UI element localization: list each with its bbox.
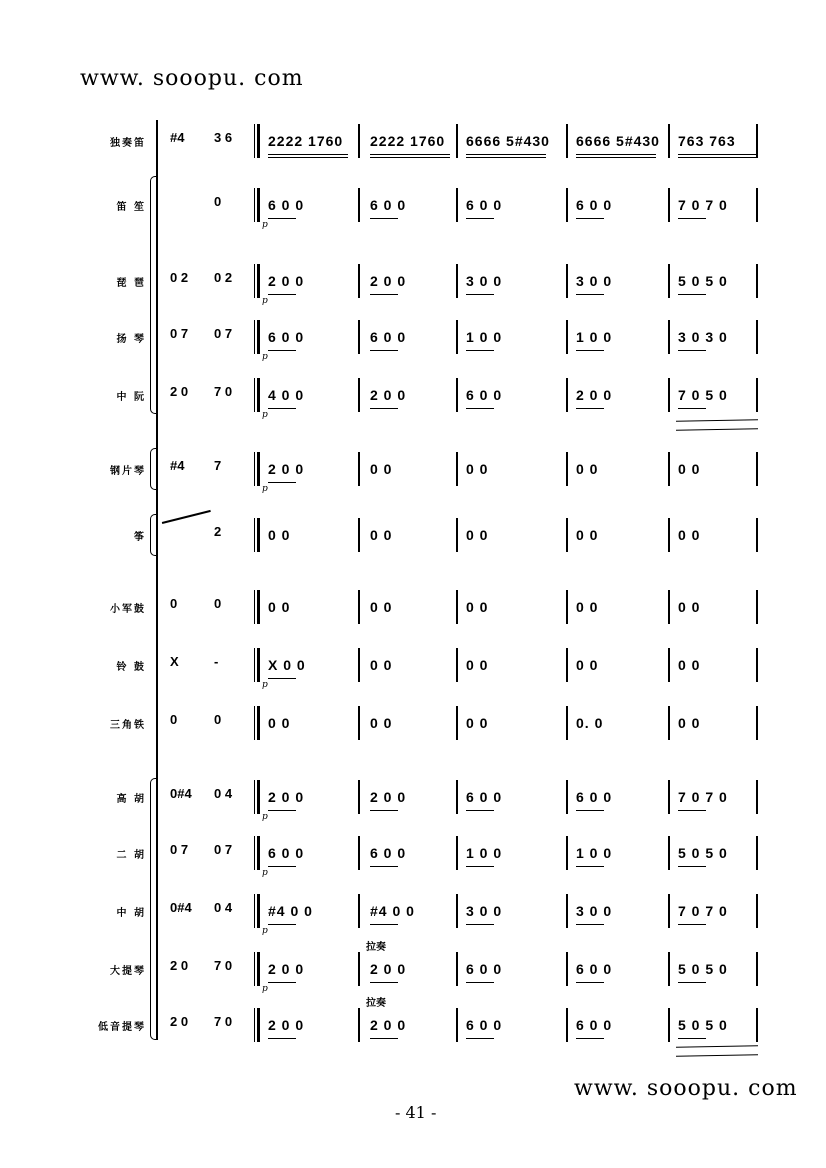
- measure: 3 0 3 0: [678, 329, 728, 345]
- beam-line: [268, 408, 296, 409]
- barline: [456, 188, 458, 222]
- measure: 6 0 0: [268, 845, 305, 861]
- measure: 5 0 5 0: [678, 273, 728, 289]
- measure: 0 0: [466, 715, 489, 731]
- pickup-note-1: 0: [170, 712, 178, 727]
- beam-line: [370, 408, 398, 409]
- barline: [566, 452, 568, 486]
- barline: [456, 124, 458, 158]
- barline: [456, 836, 458, 870]
- barline: [456, 320, 458, 354]
- pickup-note-1: 0 2: [170, 270, 189, 285]
- barline: [456, 264, 458, 298]
- instrument-label: 钢片琴: [110, 466, 146, 477]
- measure: 6 0 0: [466, 961, 503, 977]
- pickup-note-2: 2: [214, 524, 222, 539]
- measure: 0 0: [678, 715, 701, 731]
- beam-line: [466, 408, 494, 409]
- beam-line: [268, 810, 296, 811]
- barline: [566, 894, 568, 928]
- measure: 0 0: [370, 715, 393, 731]
- pickup-note-2: 0 7: [214, 842, 233, 857]
- barline: [668, 648, 670, 682]
- measure: 0 0: [370, 461, 393, 477]
- barline: [566, 706, 568, 740]
- beam-line: [370, 982, 398, 983]
- measure: 0 0: [268, 599, 291, 615]
- beam-line: [678, 982, 706, 983]
- measure: 0 0: [576, 657, 599, 673]
- beam-line: [466, 1038, 494, 1039]
- barline: [456, 378, 458, 412]
- double-barline: [254, 836, 260, 870]
- pickup-note-2: 0 4: [214, 900, 233, 915]
- beam-line: [370, 1038, 398, 1039]
- measure: 7 0 7 0: [678, 903, 728, 919]
- barline: [358, 1008, 360, 1042]
- barline: [566, 836, 568, 870]
- pickup-note-2: 0: [214, 596, 222, 611]
- instrument-label: 大提琴: [110, 966, 146, 977]
- beam-line: [370, 154, 450, 155]
- barline: [566, 378, 568, 412]
- beam-line: [576, 218, 604, 219]
- beam-line: [678, 408, 706, 409]
- instrument-label: 二 胡: [116, 850, 146, 861]
- measure: 1 0 0: [576, 845, 613, 861]
- barline: [668, 590, 670, 624]
- beam-line: [576, 294, 604, 295]
- beam-line: [370, 157, 450, 158]
- beam-line: [678, 218, 706, 219]
- beam-line: [466, 350, 494, 351]
- barline: [566, 952, 568, 986]
- barline: [668, 1008, 670, 1042]
- barline: [756, 320, 758, 354]
- beam-line: [268, 350, 296, 351]
- barline: [566, 590, 568, 624]
- watermark-bottom: www. sooopu. com: [574, 1076, 798, 1101]
- pickup-note-2: 0 2: [214, 270, 233, 285]
- staff-row: [0, 702, 826, 748]
- dynamic-marking: p: [262, 680, 268, 690]
- measure: 6 0 0: [268, 197, 305, 213]
- dynamic-marking: p: [262, 410, 268, 420]
- barline: [358, 124, 360, 158]
- barline: [566, 648, 568, 682]
- staff-row: [0, 448, 826, 494]
- barline: [756, 894, 758, 928]
- beam-line: [576, 924, 604, 925]
- double-barline: [254, 706, 260, 740]
- pickup-note-1: 2 0: [170, 958, 189, 973]
- measure: 0 0: [678, 599, 701, 615]
- measure: 6 0 0: [268, 329, 305, 345]
- beam-line: [678, 810, 706, 811]
- instrument-label: 扬 琴: [116, 334, 146, 345]
- barline: [668, 124, 670, 158]
- measure: 6 0 0: [466, 1017, 503, 1033]
- pickup-note-2: 7 0: [214, 1014, 233, 1029]
- barline: [358, 836, 360, 870]
- beam-line: [268, 294, 296, 295]
- measure: 0. 0: [576, 715, 604, 731]
- staff-row: [0, 644, 826, 690]
- pickup-note-1: #4: [170, 130, 185, 145]
- pickup-note-1: 0 7: [170, 326, 189, 341]
- staff-row: [0, 120, 826, 166]
- measure: 2 0 0: [268, 961, 305, 977]
- measure: 0 0: [268, 527, 291, 543]
- dynamic-marking: p: [262, 868, 268, 878]
- staff-row: [0, 374, 826, 420]
- dynamic-marking: p: [262, 296, 268, 306]
- pickup-note-2: 7 0: [214, 384, 233, 399]
- measure: #4 0 0: [268, 903, 313, 919]
- measure: 0 0: [466, 599, 489, 615]
- barline: [668, 320, 670, 354]
- performance-annotation: 拉奏: [366, 942, 386, 953]
- beam-line: [466, 294, 494, 295]
- measure: 6 0 0: [466, 387, 503, 403]
- measure: 5 0 5 0: [678, 1017, 728, 1033]
- instrument-label: 铃 鼓: [116, 662, 146, 673]
- double-barline: [254, 590, 260, 624]
- double-barline: [254, 124, 260, 158]
- beam-line: [678, 866, 706, 867]
- measure: 0 0: [576, 527, 599, 543]
- double-barline: [254, 648, 260, 682]
- barline: [756, 452, 758, 486]
- measure: 2 0 0: [268, 1017, 305, 1033]
- pickup-note-2: 3 6: [214, 130, 233, 145]
- measure: 2222 1760: [268, 133, 344, 149]
- barline: [668, 452, 670, 486]
- barline: [358, 894, 360, 928]
- barline: [756, 518, 758, 552]
- beam-line: [576, 157, 656, 158]
- barline: [358, 188, 360, 222]
- pickup-note-2: 7: [214, 458, 222, 473]
- double-barline: [254, 452, 260, 486]
- watermark-top: www. sooopu. com: [80, 66, 304, 91]
- beam-line: [370, 866, 398, 867]
- barline: [456, 590, 458, 624]
- beam-line: [576, 866, 604, 867]
- barline: [566, 188, 568, 222]
- barline: [358, 452, 360, 486]
- beam-line: [466, 810, 494, 811]
- double-barline: [254, 952, 260, 986]
- beam-line: [576, 408, 604, 409]
- measure: 763 763: [678, 133, 736, 149]
- instrument-label: 筝: [134, 532, 146, 543]
- measure: 3 0 0: [576, 903, 613, 919]
- barline: [358, 320, 360, 354]
- measure: 1 0 0: [466, 329, 503, 345]
- pickup-note-1: 2 0: [170, 1014, 189, 1029]
- barline: [358, 264, 360, 298]
- beam-line: [678, 924, 706, 925]
- beam-line: [466, 866, 494, 867]
- measure: 0 0: [678, 461, 701, 477]
- measure: 0 0: [268, 715, 291, 731]
- measure: 2 0 0: [576, 387, 613, 403]
- barline: [456, 1008, 458, 1042]
- measure: 7 0 5 0: [678, 387, 728, 403]
- measure: 6 0 0: [576, 789, 613, 805]
- instrument-label: 低音提琴: [98, 1022, 146, 1033]
- measure: 3 0 0: [466, 903, 503, 919]
- measure: 6 0 0: [576, 1017, 613, 1033]
- beam-line: [576, 982, 604, 983]
- beam-line: [370, 350, 398, 351]
- staff-row: [0, 260, 826, 306]
- double-barline: [254, 264, 260, 298]
- barline: [358, 952, 360, 986]
- beam-line: [268, 154, 348, 155]
- pickup-note-1: #4: [170, 458, 185, 473]
- barline: [756, 590, 758, 624]
- dynamic-marking: p: [262, 352, 268, 362]
- measure: 0 0: [678, 657, 701, 673]
- measure: 2 0 0: [370, 387, 407, 403]
- barline: [756, 264, 758, 298]
- measure: 6666 5#430: [466, 133, 550, 149]
- barline: [358, 706, 360, 740]
- double-barline: [254, 188, 260, 222]
- measure: 4 0 0: [268, 387, 305, 403]
- instrument-label: 高 胡: [116, 794, 146, 805]
- crescendo-hairpin-zhongruan: [676, 419, 758, 430]
- measure: 6 0 0: [370, 329, 407, 345]
- measure: 6 0 0: [466, 789, 503, 805]
- barline: [756, 188, 758, 222]
- barline: [456, 894, 458, 928]
- measure: 2 0 0: [268, 461, 305, 477]
- barline: [566, 518, 568, 552]
- pickup-note-2: 0 4: [214, 786, 233, 801]
- beam-line: [268, 157, 348, 158]
- beam-line: [268, 924, 296, 925]
- barline: [668, 894, 670, 928]
- measure: 6666 5#430: [576, 133, 660, 149]
- measure: 2 0 0: [268, 273, 305, 289]
- pickup-note-1: 0: [170, 596, 178, 611]
- barline: [358, 590, 360, 624]
- measure: 6 0 0: [370, 845, 407, 861]
- barline: [756, 648, 758, 682]
- pickup-note-2: -: [214, 654, 219, 669]
- dynamic-marking: p: [262, 926, 268, 936]
- measure: 6 0 0: [466, 197, 503, 213]
- staff-row: [0, 890, 826, 936]
- instrument-label: 小军鼓: [110, 604, 146, 615]
- barline: [358, 518, 360, 552]
- pickup-note-1: 2 0: [170, 384, 189, 399]
- barline: [566, 264, 568, 298]
- staff-row: [0, 514, 826, 560]
- measure: 0 0: [466, 527, 489, 543]
- pickup-note-2: 0 7: [214, 326, 233, 341]
- measure: X 0 0: [268, 657, 306, 673]
- beam-line: [370, 294, 398, 295]
- staff-row: [0, 776, 826, 822]
- staff-row: [0, 832, 826, 878]
- barline: [358, 780, 360, 814]
- beam-line: [576, 810, 604, 811]
- beam-line: [466, 924, 494, 925]
- barline: [668, 780, 670, 814]
- staff-row: [0, 1004, 826, 1050]
- barline: [456, 648, 458, 682]
- measure: 0 0: [678, 527, 701, 543]
- beam-line: [576, 154, 656, 155]
- instrument-label: 三角铁: [110, 720, 146, 731]
- staff-row: [0, 316, 826, 362]
- beam-line: [268, 218, 296, 219]
- staff-row: [0, 948, 826, 994]
- dynamic-marking: p: [262, 812, 268, 822]
- barline: [756, 378, 758, 412]
- measure: 6 0 0: [576, 197, 613, 213]
- measure: 3 0 0: [576, 273, 613, 289]
- barline: [566, 124, 568, 158]
- beam-line: [576, 1038, 604, 1039]
- barline: [668, 378, 670, 412]
- measure: 0 0: [370, 657, 393, 673]
- beam-line: [268, 678, 296, 679]
- pickup-note-1: 0 7: [170, 842, 189, 857]
- pickup-note-1: 0#4: [170, 786, 192, 801]
- barline: [668, 836, 670, 870]
- beam-line: [268, 1038, 296, 1039]
- barline: [756, 836, 758, 870]
- barline: [358, 378, 360, 412]
- beam-line: [678, 294, 706, 295]
- beam-line: [678, 154, 758, 155]
- measure: 0 0: [576, 461, 599, 477]
- barline: [456, 452, 458, 486]
- beam-line: [370, 810, 398, 811]
- instrument-label: 琵 琶: [116, 278, 146, 289]
- measure: 0 0: [466, 461, 489, 477]
- measure: 3 0 0: [466, 273, 503, 289]
- measure: 0 0: [370, 527, 393, 543]
- dynamic-marking: p: [262, 220, 268, 230]
- barline: [756, 706, 758, 740]
- instrument-label: 笛 笙: [116, 202, 146, 213]
- beam-line: [466, 982, 494, 983]
- instrument-label: 中 阮: [116, 392, 146, 403]
- beam-line: [678, 350, 706, 351]
- measure: 5 0 5 0: [678, 961, 728, 977]
- measure: 0 0: [466, 657, 489, 673]
- barline: [566, 320, 568, 354]
- barline: [756, 124, 758, 158]
- double-barline: [254, 1008, 260, 1042]
- measure: 1 0 0: [466, 845, 503, 861]
- instrument-label: 中 胡: [116, 908, 146, 919]
- beam-line: [576, 350, 604, 351]
- measure: 6 0 0: [576, 961, 613, 977]
- dynamic-marking: p: [262, 984, 268, 994]
- barline: [668, 188, 670, 222]
- beam-line: [370, 218, 398, 219]
- barline: [668, 952, 670, 986]
- barline: [566, 780, 568, 814]
- pickup-note-1: X: [170, 654, 179, 669]
- double-barline: [254, 780, 260, 814]
- beam-line: [268, 866, 296, 867]
- page-number: - 41 -: [395, 1103, 437, 1122]
- double-barline: [254, 320, 260, 354]
- barline: [456, 780, 458, 814]
- barline: [756, 1008, 758, 1042]
- beam-line: [466, 218, 494, 219]
- measure: 2222 1760: [370, 133, 446, 149]
- barline: [668, 264, 670, 298]
- barline: [456, 706, 458, 740]
- staff-row: [0, 184, 826, 230]
- measure: 7 0 7 0: [678, 197, 728, 213]
- instrument-label: 独奏笛: [110, 138, 146, 149]
- beam-line: [370, 924, 398, 925]
- measure: 1 0 0: [576, 329, 613, 345]
- measure: 2 0 0: [370, 789, 407, 805]
- measure: 6 0 0: [370, 197, 407, 213]
- measure: 7 0 7 0: [678, 789, 728, 805]
- beam-line: [678, 1038, 706, 1039]
- measure: 2 0 0: [370, 961, 407, 977]
- barline: [456, 952, 458, 986]
- barline: [756, 952, 758, 986]
- pickup-note-2: 0: [214, 194, 222, 209]
- measure: #4 0 0: [370, 903, 415, 919]
- staff-row: [0, 586, 826, 632]
- measure: 2 0 0: [370, 273, 407, 289]
- barline: [566, 1008, 568, 1042]
- barline: [456, 518, 458, 552]
- measure: 0 0: [370, 599, 393, 615]
- beam-line: [466, 154, 546, 155]
- performance-annotation: 拉奏: [366, 998, 386, 1009]
- double-barline: [254, 378, 260, 412]
- double-barline: [254, 894, 260, 928]
- pickup-note-2: 7 0: [214, 958, 233, 973]
- double-barline: [254, 518, 260, 552]
- measure: 2 0 0: [268, 789, 305, 805]
- beam-line: [678, 157, 758, 158]
- pickup-note-1: 0#4: [170, 900, 192, 915]
- beam-line: [466, 157, 546, 158]
- barline: [358, 648, 360, 682]
- beam-line: [268, 482, 296, 483]
- barline: [756, 780, 758, 814]
- beam-line: [268, 982, 296, 983]
- measure: 0 0: [576, 599, 599, 615]
- measure: 2 0 0: [370, 1017, 407, 1033]
- pickup-note-2: 0: [214, 712, 222, 727]
- dynamic-marking: p: [262, 484, 268, 494]
- measure: 5 0 5 0: [678, 845, 728, 861]
- barline: [668, 706, 670, 740]
- barline: [668, 518, 670, 552]
